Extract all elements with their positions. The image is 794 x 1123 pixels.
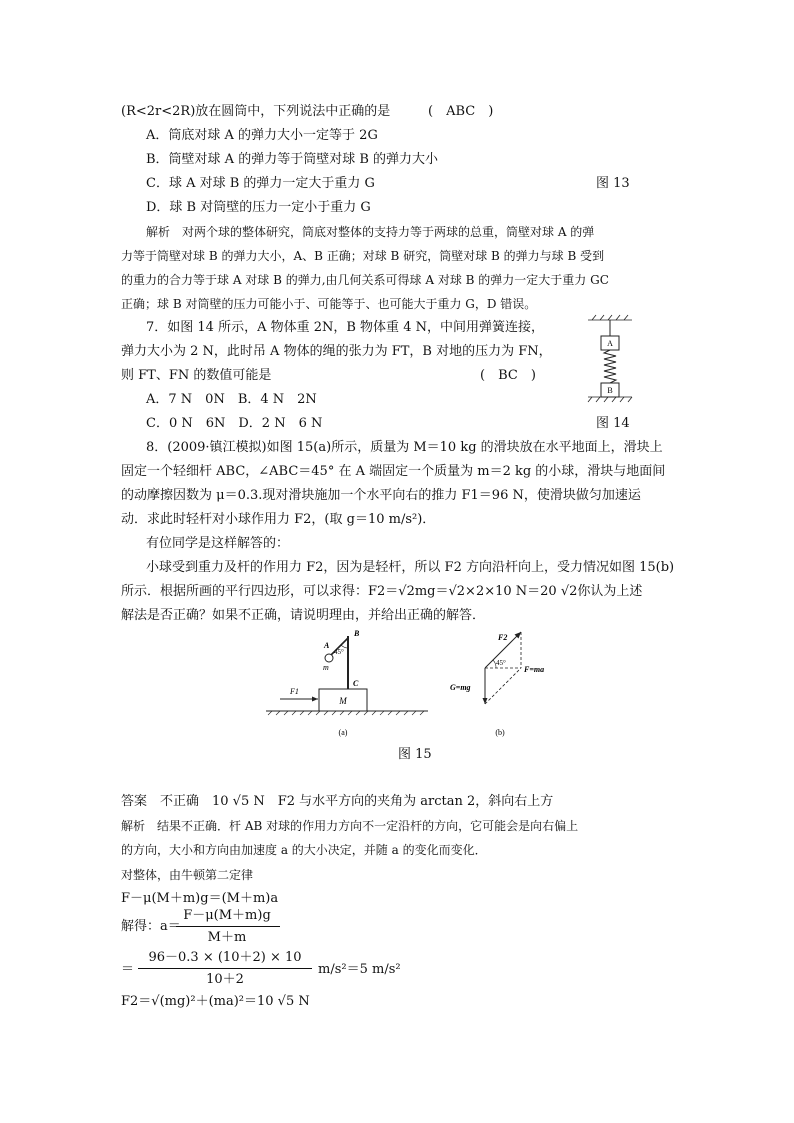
q7-line-3: 则 FT、FN 的数值可能是: [121, 368, 272, 383]
figure-13-label: 图 13: [596, 176, 630, 191]
equation-2-denominator: M＋m: [207, 930, 247, 945]
caption-a: (a): [338, 728, 348, 737]
q8-line-6: 小球受到重力及杆的作用力 F2，因为是轻杆，所以 F2 方向沿杆向上，受力情况如图 15(b): [146, 560, 675, 575]
ground-hatch: [588, 397, 632, 402]
q8-analysis-2: 的方向，大小和方向由加速度 a 的大小决定，并随 a 的变化而变化．: [121, 843, 487, 857]
q7-line-2: 弹力大小为 2 N，此时吊 A 物体的绳的张力为 FT，B 对地的压力为 FN，: [121, 344, 552, 359]
ball: [325, 654, 333, 662]
equation-3-prefix: ＝: [121, 962, 135, 977]
equation-3-denominator: 10＋2: [206, 972, 244, 987]
spring: [604, 350, 616, 383]
q8-line-5: 有位同学是这样解答的：: [146, 536, 290, 551]
q6-option-b: B．筒壁对球 A 的弹力等于筒壁对球 B 的弹力大小: [146, 152, 439, 167]
q6-option-d: D．球 B 对筒壁的压力一定小于重力 G: [146, 200, 371, 215]
label-gmg: G=mg: [450, 683, 471, 692]
q8-line-7: 所示．根据所画的平行四边形，可以求得：F2＝√2mg＝√2×2×10 N＝20 √2你认为上述: [121, 584, 643, 599]
caption-b: (b): [495, 728, 505, 737]
q8-line-2: 固定一个轻细杆 ABC，∠ABC＝45° 在 A 端固定一个质量为 m＝2 kg 的小球，滑块与地面间: [121, 464, 666, 479]
q8-line-8: 解法是否正确？如果不正确，请说明理由，并给出正确的解答．: [121, 608, 486, 623]
q6-analysis-4: 正确；球 B 对筒壁的压力可能小于、可能等于、也可能大于重力 G，D 错误。: [121, 297, 537, 311]
equation-1: F－μ(M＋m)g＝(M＋m)a: [121, 891, 279, 906]
equation-4: F2＝√(mg)²＋(ma)²＝10 √5 N: [121, 994, 310, 1009]
q8-line-3: 的动摩擦因数为 μ＝0.3.现对滑块施加一个水平向右的推力 F1＝96 N，使滑块做匀加速运: [121, 488, 641, 503]
label-M: M: [339, 696, 347, 706]
label-angle: 45°: [334, 648, 344, 656]
q8-analysis-1: 解析 结果不正确．杆 AB 对球的作用力方向不一定沿杆的方向，它可能会是向右偏上: [121, 819, 579, 833]
label-angle-b: 45°: [496, 659, 506, 667]
label-fma: F=ma: [524, 665, 545, 674]
label-C: C: [353, 679, 359, 688]
ceiling-hatch: [588, 315, 632, 320]
q8-line-1: 8．(2009·镇江模拟)如图 15(a)所示，质量为 M＝10 kg 的滑块放在水平地面上，滑块上: [146, 440, 663, 455]
label-A: A: [324, 641, 330, 650]
equation-3-suffix: m/s²＝5 m/s²: [318, 962, 401, 977]
q6-analysis-3: 的重力的合力等于球 A 对球 B 的弹力,由几何关系可得球 A 对球 B 的弹力一定大于重力 GC: [121, 273, 609, 287]
q8-analysis-3: 对整体，由牛顿第二定律: [121, 868, 254, 882]
q6-analysis-1: 解析 对两个球的整体研究，筒底对整体的支持力等于两球的总重，筒壁对球 A 的弹: [146, 225, 595, 239]
figure-14-label: 图 14: [596, 416, 630, 431]
diag-dashed: [485, 668, 521, 704]
ground-hatch: [268, 711, 424, 715]
equation-3-fraction-bar: [138, 968, 312, 969]
label-m: m: [323, 663, 329, 672]
q7-line-1: 7．如图 14 所示，A 物体重 2N，B 物体重 4 N，中间用弹簧连接，: [146, 320, 544, 335]
figure-15b: [440, 628, 560, 740]
q7-options-ab: A．7 N 0N B．4 N 2N: [146, 392, 317, 407]
q7-answer: ( BC ): [480, 368, 536, 383]
equation-2-fraction-bar: [176, 926, 280, 927]
equation-2-numerator: F－μ(M＋m)g: [183, 908, 271, 923]
block-b-label: B: [607, 386, 613, 395]
label-F1: F1: [290, 687, 299, 696]
q7-options-cd: C．0 N 6N D．2 N 6 N: [146, 416, 323, 431]
q6-analysis-2: 力等于筒壁对球 B 的弹力大小，A、B 正确；对球 B 研究，筒壁对球 B 的弹力与球 B 受到: [121, 249, 605, 263]
block-a-label: A: [607, 339, 613, 348]
equation-3-numerator: 96－0.3 × (10＋2) × 10: [148, 950, 302, 965]
q6-stem: (R<2r<2R)放在圆筒中，下列说法中正确的是: [121, 104, 391, 119]
q6-option-a: A．筒底对球 A 的弹力大小一定等于 2G: [146, 128, 378, 143]
figure-15a: [262, 628, 432, 740]
label-B: B: [354, 629, 360, 638]
q6-option-c: C．球 A 对球 B 的弹力一定大于重力 G: [146, 176, 375, 191]
label-F2: F2: [498, 633, 508, 642]
figure-14: [580, 312, 640, 412]
equation-2-prefix: 解得：a＝: [121, 919, 181, 934]
figure-15-label: 图 15: [398, 747, 432, 762]
q6-answer: ( ABC ): [428, 104, 494, 119]
q8-line-4: 动．求此时轻杆对小球作用力 F2，(取 g＝10 m/s²)．: [121, 512, 436, 527]
q8-answer-line: 答案 不正确 10 √5 N F2 与水平方向的夹角为 arctan 2，斜向右上方: [121, 794, 554, 809]
